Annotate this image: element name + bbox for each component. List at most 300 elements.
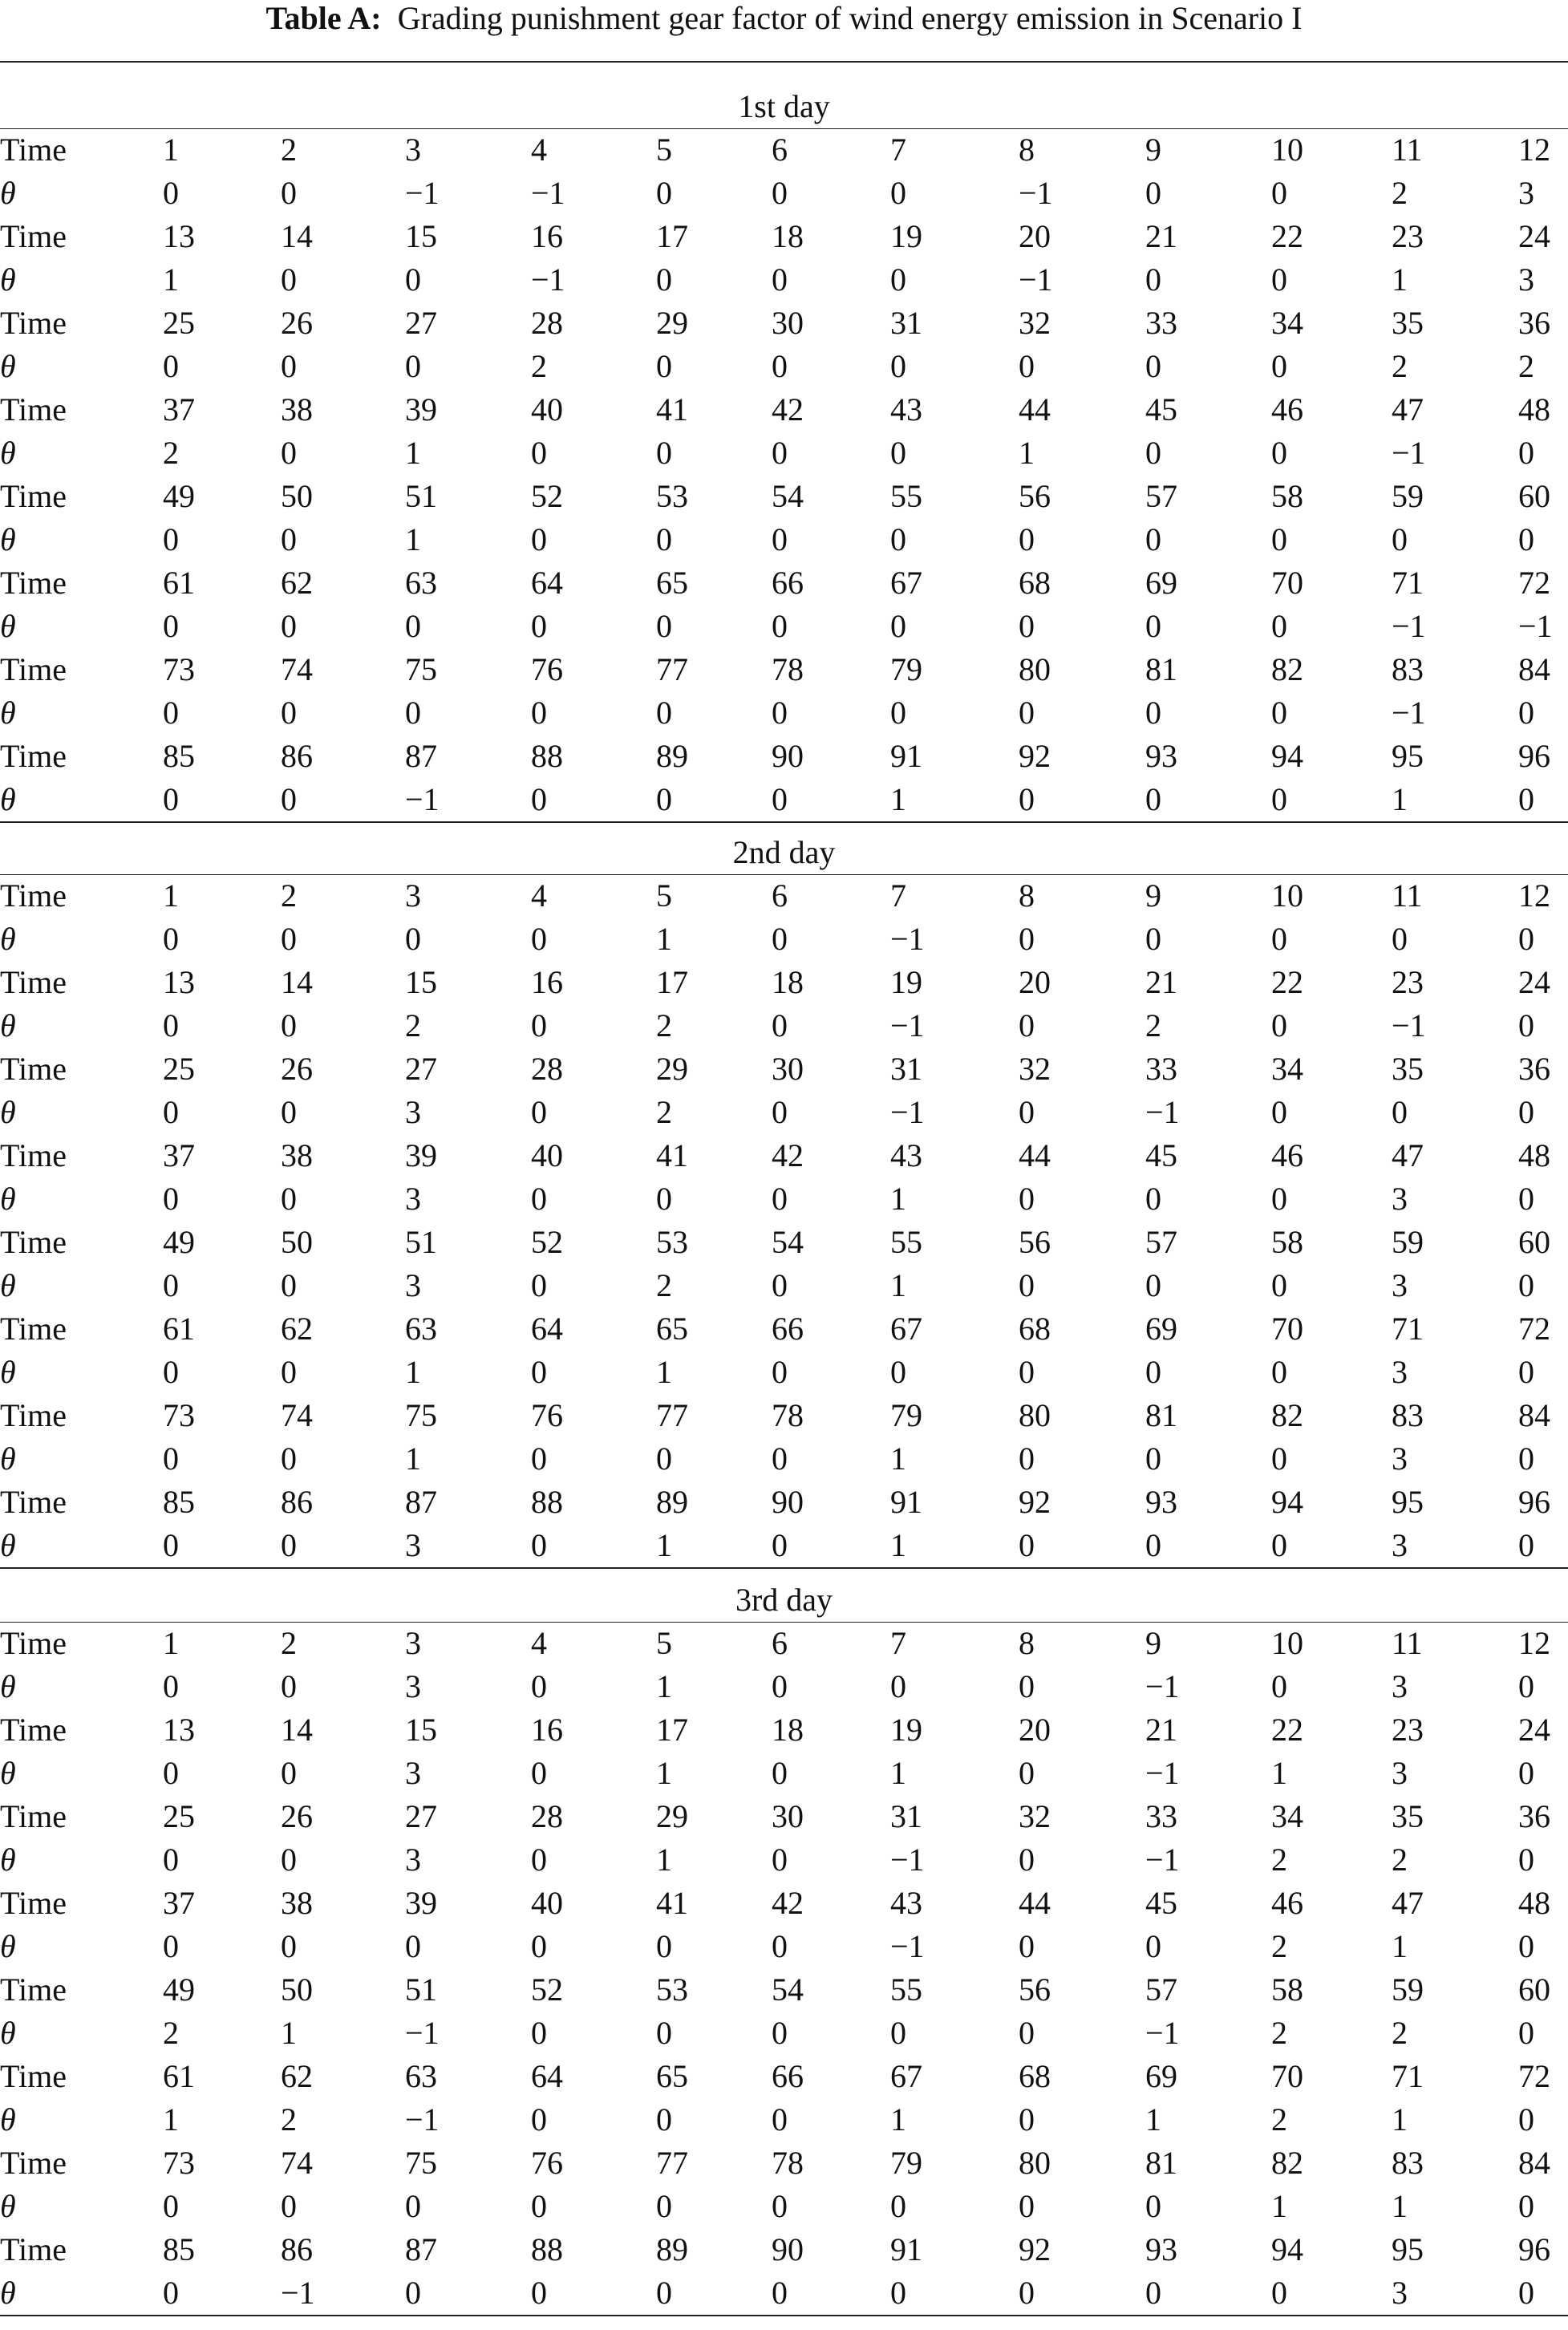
- theta-cell: 0: [281, 261, 297, 298]
- theta-cell: 1: [1392, 1928, 1408, 1964]
- time-cell: 62: [281, 565, 313, 601]
- theta-cell: 2: [1271, 1928, 1287, 1964]
- theta-cell: 0: [1145, 2275, 1161, 2311]
- theta-row-label: θ: [0, 2275, 16, 2311]
- theta-cell: −1: [890, 1928, 925, 1964]
- theta-cell: 3: [405, 1267, 421, 1303]
- time-cell: 53: [656, 1971, 688, 2008]
- theta-cell: 0: [772, 1755, 788, 1791]
- theta-cell: 0: [163, 1842, 179, 1878]
- table-bottom-rule: [0, 2315, 1568, 2316]
- time-cell: 10: [1271, 1625, 1303, 1661]
- time-cell: 71: [1392, 1311, 1424, 1347]
- time-cell: 88: [531, 1484, 563, 1520]
- theta-cell: 0: [772, 1007, 788, 1043]
- theta-cell: 0: [1145, 921, 1161, 957]
- theta-cell: 0: [531, 2275, 547, 2311]
- time-cell: 64: [531, 1311, 563, 1347]
- theta-cell: 0: [1145, 1441, 1161, 1477]
- time-row: [0, 1968, 1568, 2012]
- time-cell: 75: [405, 1397, 437, 1433]
- theta-row: [0, 778, 1568, 821]
- time-cell: 77: [656, 2145, 688, 2181]
- time-cell: 84: [1518, 651, 1550, 687]
- time-row-label: Time: [0, 305, 67, 341]
- theta-cell: 1: [890, 1527, 906, 1563]
- time-cell: 45: [1145, 1885, 1177, 1921]
- time-cell: 24: [1518, 1712, 1550, 1748]
- time-cell: 78: [772, 1397, 804, 1433]
- theta-cell: 0: [1145, 435, 1161, 471]
- theta-cell: 0: [656, 2101, 672, 2138]
- theta-cell: −1: [1518, 608, 1553, 644]
- time-row-label: Time: [0, 1311, 67, 1347]
- theta-row-label: θ: [0, 1267, 16, 1303]
- time-cell: 15: [405, 218, 437, 254]
- theta-cell: 0: [531, 1755, 547, 1791]
- theta-cell: 0: [281, 1842, 297, 1878]
- theta-cell: 0: [531, 1842, 547, 1878]
- theta-cell: 0: [772, 435, 788, 471]
- time-cell: 75: [405, 651, 437, 687]
- theta-row: [0, 1524, 1568, 1567]
- theta-cell: 0: [531, 2101, 547, 2138]
- time-cell: 3: [405, 877, 421, 914]
- time-cell: 12: [1518, 1625, 1550, 1661]
- time-cell: 13: [163, 218, 195, 254]
- time-cell: 96: [1518, 1484, 1550, 1520]
- time-cell: 23: [1392, 964, 1424, 1000]
- theta-cell: 0: [163, 608, 179, 644]
- theta-cell: −1: [531, 175, 565, 211]
- time-cell: 31: [890, 305, 922, 341]
- theta-cell: 0: [1019, 1928, 1035, 1964]
- time-cell: 59: [1392, 1971, 1424, 2008]
- theta-cell: 0: [890, 2015, 906, 2051]
- time-cell: 66: [772, 1311, 804, 1347]
- theta-cell: 0: [1518, 1354, 1534, 1390]
- theta-row: [0, 605, 1568, 648]
- time-row-label: Time: [0, 1397, 67, 1433]
- theta-cell: 0: [531, 1007, 547, 1043]
- time-cell: 61: [163, 565, 195, 601]
- time-cell: 95: [1392, 2231, 1424, 2267]
- theta-cell: 0: [1271, 1007, 1287, 1043]
- time-cell: 44: [1019, 391, 1051, 428]
- time-cell: 90: [772, 2231, 804, 2267]
- time-row: [0, 561, 1568, 605]
- theta-cell: 1: [656, 1527, 672, 1563]
- theta-cell: 2: [281, 2101, 297, 2138]
- theta-cell: 1: [656, 1755, 672, 1791]
- time-cell: 54: [772, 1224, 804, 1260]
- time-cell: 85: [163, 1484, 195, 1520]
- time-cell: 45: [1145, 391, 1177, 428]
- theta-row-label: θ: [0, 695, 16, 731]
- theta-row: [0, 2185, 1568, 2228]
- time-cell: 56: [1019, 478, 1051, 514]
- theta-row: [0, 172, 1568, 215]
- time-cell: 12: [1518, 132, 1550, 168]
- theta-cell: 1: [1392, 261, 1408, 298]
- theta-cell: 0: [163, 1267, 179, 1303]
- theta-row-label: θ: [0, 921, 16, 957]
- theta-cell: 0: [1019, 521, 1035, 557]
- theta-row-label: θ: [0, 1181, 16, 1217]
- theta-cell: 1: [405, 1354, 421, 1390]
- time-cell: 8: [1019, 132, 1035, 168]
- time-cell: 23: [1392, 218, 1424, 254]
- time-cell: 87: [405, 2231, 437, 2267]
- time-cell: 70: [1271, 565, 1303, 601]
- day-heading: 1st day: [738, 88, 830, 124]
- theta-cell: 1: [890, 1267, 906, 1303]
- time-cell: 58: [1271, 478, 1303, 514]
- theta-cell: 0: [1145, 1181, 1161, 1217]
- theta-row: [0, 1177, 1568, 1221]
- time-cell: 90: [772, 1484, 804, 1520]
- theta-cell: 0: [163, 1181, 179, 1217]
- time-cell: 67: [890, 565, 922, 601]
- theta-cell: −1: [1145, 1094, 1180, 1130]
- theta-cell: 3: [1392, 1755, 1408, 1791]
- theta-row: [0, 1351, 1568, 1394]
- theta-cell: −1: [1392, 695, 1426, 731]
- day-heading-rule: [0, 128, 1568, 129]
- time-cell: 3: [405, 132, 421, 168]
- time-cell: 93: [1145, 2231, 1177, 2267]
- time-cell: 46: [1271, 391, 1303, 428]
- time-cell: 44: [1019, 1137, 1051, 1173]
- theta-cell: −1: [1392, 435, 1426, 471]
- time-row: [0, 1795, 1568, 1838]
- theta-cell: 0: [163, 1094, 179, 1130]
- time-cell: 9: [1145, 877, 1161, 914]
- theta-cell: 3: [405, 1094, 421, 1130]
- time-cell: 59: [1392, 478, 1424, 514]
- theta-cell: 0: [772, 2101, 788, 2138]
- theta-cell: 0: [890, 608, 906, 644]
- time-cell: 46: [1271, 1885, 1303, 1921]
- time-cell: 91: [890, 2231, 922, 2267]
- theta-cell: −1: [1145, 1668, 1180, 1704]
- theta-cell: 0: [1518, 521, 1534, 557]
- time-cell: 15: [405, 964, 437, 1000]
- time-row-label: Time: [0, 877, 67, 914]
- time-cell: 82: [1271, 651, 1303, 687]
- theta-cell: 0: [405, 348, 421, 384]
- time-cell: 19: [890, 964, 922, 1000]
- theta-cell: 0: [1145, 695, 1161, 731]
- time-cell: 22: [1271, 964, 1303, 1000]
- theta-cell: 0: [1145, 261, 1161, 298]
- table-caption-label: Table A:: [265, 0, 382, 36]
- theta-cell: 0: [281, 1928, 297, 1964]
- time-cell: 20: [1019, 1712, 1051, 1748]
- theta-cell: 0: [281, 695, 297, 731]
- time-cell: 34: [1271, 1798, 1303, 1834]
- theta-cell: 0: [1145, 1928, 1161, 1964]
- time-cell: 58: [1271, 1224, 1303, 1260]
- theta-cell: 2: [656, 1007, 672, 1043]
- time-cell: 36: [1518, 305, 1550, 341]
- time-cell: 67: [890, 2058, 922, 2094]
- time-cell: 43: [890, 1137, 922, 1173]
- time-cell: 50: [281, 478, 313, 514]
- time-cell: 2: [281, 132, 297, 168]
- theta-cell: 0: [1518, 1007, 1534, 1043]
- theta-row-label: θ: [0, 2188, 16, 2224]
- time-cell: 85: [163, 2231, 195, 2267]
- theta-cell: 1: [656, 1354, 672, 1390]
- theta-cell: 1: [1145, 2101, 1161, 2138]
- time-cell: 49: [163, 1971, 195, 2008]
- theta-row: [0, 1752, 1568, 1795]
- time-row-label: Time: [0, 1971, 67, 2008]
- theta-cell: 0: [281, 1354, 297, 1390]
- time-cell: 48: [1518, 391, 1550, 428]
- theta-cell: 0: [1271, 175, 1287, 211]
- theta-cell: 0: [890, 348, 906, 384]
- time-cell: 64: [531, 565, 563, 601]
- theta-cell: 0: [772, 695, 788, 731]
- theta-cell: 0: [163, 2275, 179, 2311]
- theta-cell: 0: [772, 1094, 788, 1130]
- theta-row: [0, 258, 1568, 302]
- time-cell: 66: [772, 565, 804, 601]
- theta-row: [0, 2271, 1568, 2315]
- theta-cell: 0: [1145, 1267, 1161, 1303]
- time-cell: 94: [1271, 2231, 1303, 2267]
- theta-cell: 0: [656, 1928, 672, 1964]
- time-cell: 50: [281, 1224, 313, 1260]
- time-cell: 28: [531, 1798, 563, 1834]
- theta-cell: 2: [656, 1094, 672, 1130]
- time-cell: 68: [1019, 2058, 1051, 2094]
- time-cell: 87: [405, 1484, 437, 1520]
- time-cell: 89: [656, 1484, 688, 1520]
- theta-cell: 3: [1518, 175, 1534, 211]
- theta-row-label: θ: [0, 435, 16, 471]
- theta-cell: 0: [890, 2188, 906, 2224]
- theta-cell: 2: [1392, 1842, 1408, 1878]
- time-cell: 63: [405, 1311, 437, 1347]
- time-row: [0, 1882, 1568, 1925]
- time-cell: 5: [656, 132, 672, 168]
- time-row-label: Time: [0, 2058, 67, 2094]
- time-cell: 65: [656, 2058, 688, 2094]
- time-row-label: Time: [0, 1885, 67, 1921]
- theta-cell: 2: [1518, 348, 1534, 384]
- theta-cell: 1: [405, 1441, 421, 1477]
- theta-cell: 0: [1019, 348, 1035, 384]
- theta-cell: 0: [281, 1181, 297, 1217]
- time-cell: 83: [1392, 2145, 1424, 2181]
- time-cell: 73: [163, 2145, 195, 2181]
- time-cell: 15: [405, 1712, 437, 1748]
- theta-cell: 0: [656, 608, 672, 644]
- theta-cell: 2: [163, 2015, 179, 2051]
- time-cell: 85: [163, 738, 195, 774]
- time-row: [0, 388, 1568, 432]
- theta-cell: 0: [772, 1441, 788, 1477]
- theta-row: [0, 2098, 1568, 2142]
- time-cell: 60: [1518, 1224, 1550, 1260]
- theta-cell: 2: [1392, 348, 1408, 384]
- time-cell: 38: [281, 1885, 313, 1921]
- time-cell: 84: [1518, 1397, 1550, 1433]
- theta-cell: 0: [1518, 2015, 1534, 2051]
- time-row: [0, 2228, 1568, 2271]
- theta-cell: −1: [1145, 1755, 1180, 1791]
- time-cell: 29: [656, 1798, 688, 1834]
- time-cell: 82: [1271, 2145, 1303, 2181]
- day-heading: 3rd day: [735, 1582, 833, 1618]
- time-row: [0, 1307, 1568, 1351]
- time-cell: 88: [531, 738, 563, 774]
- time-cell: 87: [405, 738, 437, 774]
- theta-cell: 0: [772, 1928, 788, 1964]
- theta-cell: 0: [772, 2275, 788, 2311]
- time-cell: 59: [1392, 1224, 1424, 1260]
- time-cell: 61: [163, 1311, 195, 1347]
- theta-cell: 0: [656, 521, 672, 557]
- time-cell: 39: [405, 391, 437, 428]
- time-cell: 16: [531, 218, 563, 254]
- theta-cell: 0: [405, 1928, 421, 1964]
- theta-cell: 0: [1019, 1354, 1035, 1390]
- theta-cell: 0: [1019, 695, 1035, 731]
- time-cell: 62: [281, 2058, 313, 2094]
- theta-cell: 1: [1392, 2101, 1408, 2138]
- theta-row-label: θ: [0, 1842, 16, 1878]
- theta-row-label: θ: [0, 261, 16, 298]
- theta-cell: 0: [531, 781, 547, 817]
- time-cell: 62: [281, 1311, 313, 1347]
- theta-cell: 0: [163, 1354, 179, 1390]
- time-cell: 68: [1019, 1311, 1051, 1347]
- time-cell: 17: [656, 218, 688, 254]
- time-cell: 11: [1392, 1625, 1423, 1661]
- theta-cell: 0: [1019, 1181, 1035, 1217]
- theta-cell: 0: [772, 1527, 788, 1563]
- theta-cell: 0: [656, 175, 672, 211]
- theta-cell: 0: [1271, 1668, 1287, 1704]
- time-cell: 17: [656, 1712, 688, 1748]
- time-cell: 56: [1019, 1971, 1051, 2008]
- theta-cell: 1: [1019, 435, 1035, 471]
- time-cell: 66: [772, 2058, 804, 2094]
- theta-cell: 0: [772, 175, 788, 211]
- table-top-rule: [0, 61, 1568, 63]
- time-cell: 5: [656, 1625, 672, 1661]
- time-cell: 16: [531, 1712, 563, 1748]
- time-row-label: Time: [0, 1798, 67, 1834]
- time-cell: 51: [405, 1971, 437, 2008]
- time-cell: 21: [1145, 964, 1177, 1000]
- theta-cell: 0: [281, 1527, 297, 1563]
- time-cell: 45: [1145, 1137, 1177, 1173]
- theta-cell: 0: [531, 1267, 547, 1303]
- time-cell: 92: [1019, 2231, 1051, 2267]
- time-cell: 86: [281, 1484, 313, 1520]
- time-cell: 37: [163, 391, 195, 428]
- theta-cell: 3: [405, 1755, 421, 1791]
- time-cell: 10: [1271, 132, 1303, 168]
- theta-cell: 0: [281, 921, 297, 957]
- time-cell: 53: [656, 1224, 688, 1260]
- theta-cell: 0: [1145, 521, 1161, 557]
- theta-cell: 0: [1271, 695, 1287, 731]
- theta-cell: 0: [281, 2188, 297, 2224]
- theta-cell: 0: [772, 608, 788, 644]
- theta-row: [0, 2012, 1568, 2055]
- time-cell: 31: [890, 1051, 922, 1087]
- theta-cell: 0: [1019, 2101, 1035, 2138]
- time-cell: 96: [1518, 738, 1550, 774]
- theta-row-label: θ: [0, 348, 16, 384]
- theta-cell: 0: [1392, 521, 1408, 557]
- time-cell: 10: [1271, 877, 1303, 914]
- theta-cell: 0: [281, 521, 297, 557]
- theta-cell: 0: [1019, 1007, 1035, 1043]
- theta-cell: 0: [890, 1668, 906, 1704]
- time-cell: 51: [405, 1224, 437, 1260]
- time-cell: 32: [1019, 1798, 1051, 1834]
- theta-cell: 0: [531, 1181, 547, 1217]
- time-cell: 26: [281, 305, 313, 341]
- theta-row-label: θ: [0, 781, 16, 817]
- time-cell: 43: [890, 391, 922, 428]
- time-cell: 75: [405, 2145, 437, 2181]
- theta-cell: 0: [1518, 1267, 1534, 1303]
- theta-cell: 3: [405, 1527, 421, 1563]
- time-cell: 80: [1019, 1397, 1051, 1433]
- theta-cell: −1: [405, 2101, 440, 2138]
- theta-cell: 0: [531, 1441, 547, 1477]
- time-cell: 52: [531, 478, 563, 514]
- theta-cell: 1: [890, 1181, 906, 1217]
- time-cell: 42: [772, 1137, 804, 1173]
- time-cell: 22: [1271, 1712, 1303, 1748]
- time-cell: 77: [656, 1397, 688, 1433]
- theta-row: [0, 1925, 1568, 1968]
- theta-row-label: θ: [0, 1755, 16, 1791]
- time-row-label: Time: [0, 218, 67, 254]
- theta-cell: 0: [772, 2015, 788, 2051]
- time-cell: 47: [1392, 1885, 1424, 1921]
- time-cell: 63: [405, 565, 437, 601]
- day-separator-rule: [0, 821, 1568, 823]
- time-cell: 72: [1518, 565, 1550, 601]
- theta-row-label: θ: [0, 2101, 16, 2138]
- theta-cell: 0: [1518, 1842, 1534, 1878]
- table-caption: [0, 0, 1568, 37]
- time-cell: 83: [1392, 1397, 1424, 1433]
- time-cell: 89: [656, 2231, 688, 2267]
- theta-cell: 1: [405, 521, 421, 557]
- theta-cell: 0: [531, 1354, 547, 1390]
- time-cell: 9: [1145, 132, 1161, 168]
- time-row: [0, 1221, 1568, 1264]
- time-cell: 57: [1145, 1971, 1177, 2008]
- time-cell: 46: [1271, 1137, 1303, 1173]
- theta-cell: 0: [1145, 1527, 1161, 1563]
- time-cell: 1: [163, 877, 179, 914]
- time-cell: 41: [656, 391, 688, 428]
- time-cell: 16: [531, 964, 563, 1000]
- time-row: [0, 1047, 1568, 1091]
